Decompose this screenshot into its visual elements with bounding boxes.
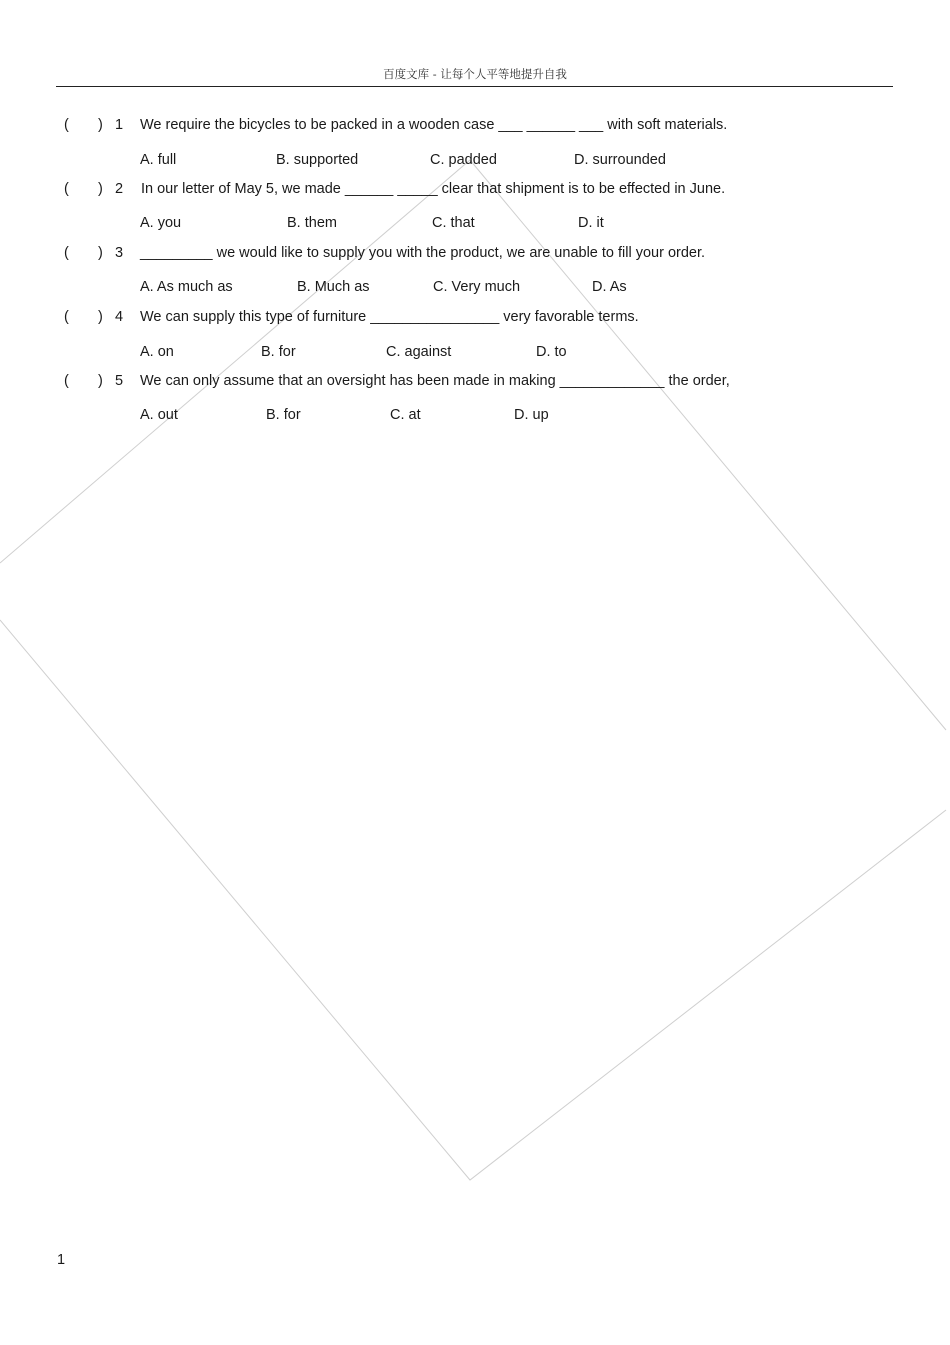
answer-paren-open: ( [64, 117, 69, 133]
option-d: D. As [592, 279, 627, 295]
question-row [0, 243, 950, 263]
question-text: We can only assume that an oversight has been made in making _____________ the order, [140, 373, 730, 389]
answer-paren-open: ( [64, 309, 69, 325]
option-c: C. padded [430, 152, 497, 168]
option-c: C. against [386, 344, 452, 360]
option-a: A. out [140, 407, 178, 423]
option-c: C. Very much [433, 279, 521, 295]
answer-paren-open: ( [64, 181, 69, 197]
question-row [0, 115, 950, 135]
header-divider [56, 86, 893, 87]
option-d: D. to [536, 344, 567, 360]
option-a: A. you [140, 215, 182, 231]
answer-paren-open: ( [64, 373, 69, 389]
question-row [0, 179, 950, 199]
question-number: 1 [115, 117, 124, 133]
option-b: B. them [287, 215, 337, 231]
option-d: D. it [578, 215, 604, 231]
option-d: D. surrounded [574, 152, 666, 168]
option-a: A. As much as [140, 279, 233, 295]
question-number: 4 [115, 309, 124, 325]
options-row [0, 277, 950, 297]
answer-paren-close: ) [98, 309, 103, 325]
options-row [0, 213, 950, 233]
answer-paren-close: ) [98, 245, 103, 261]
question-number: 2 [115, 181, 124, 197]
question-text: _________ we would like to supply you with the product, we are unable to fill your order. [140, 245, 706, 261]
answer-paren-close: ) [98, 117, 103, 133]
question-number: 3 [115, 245, 124, 261]
option-a: A. full [140, 152, 177, 168]
answer-paren-close: ) [98, 181, 103, 197]
page-number: 1 [57, 1252, 66, 1268]
question-row [0, 307, 950, 327]
options-row [0, 405, 950, 425]
options-row [0, 150, 950, 170]
option-b: B. supported [276, 152, 359, 168]
answer-paren-close: ) [98, 373, 103, 389]
option-c: C. that [432, 215, 475, 231]
option-c: C. at [390, 407, 421, 423]
question-text: In our letter of May 5, we made ______ _____ clear that shipment is to be effected in June. [141, 181, 726, 197]
option-a: A. on [140, 344, 174, 360]
options-row [0, 342, 950, 362]
question-text: We require the bicycles to be packed in a wooden case ___ ______ ___ with soft materials. [140, 117, 728, 133]
answer-paren-open: ( [64, 245, 69, 261]
question-text: We can supply this type of furniture ________________ very favorable terms. [140, 309, 639, 325]
question-number: 5 [115, 373, 124, 389]
page-header: 百度文库 - 让每个人平等地提升自我 [383, 67, 567, 81]
question-row [0, 371, 950, 391]
option-b: B. for [266, 407, 301, 423]
option-b: B. for [261, 344, 296, 360]
option-b: B. Much as [297, 279, 370, 295]
option-d: D. up [514, 407, 549, 423]
